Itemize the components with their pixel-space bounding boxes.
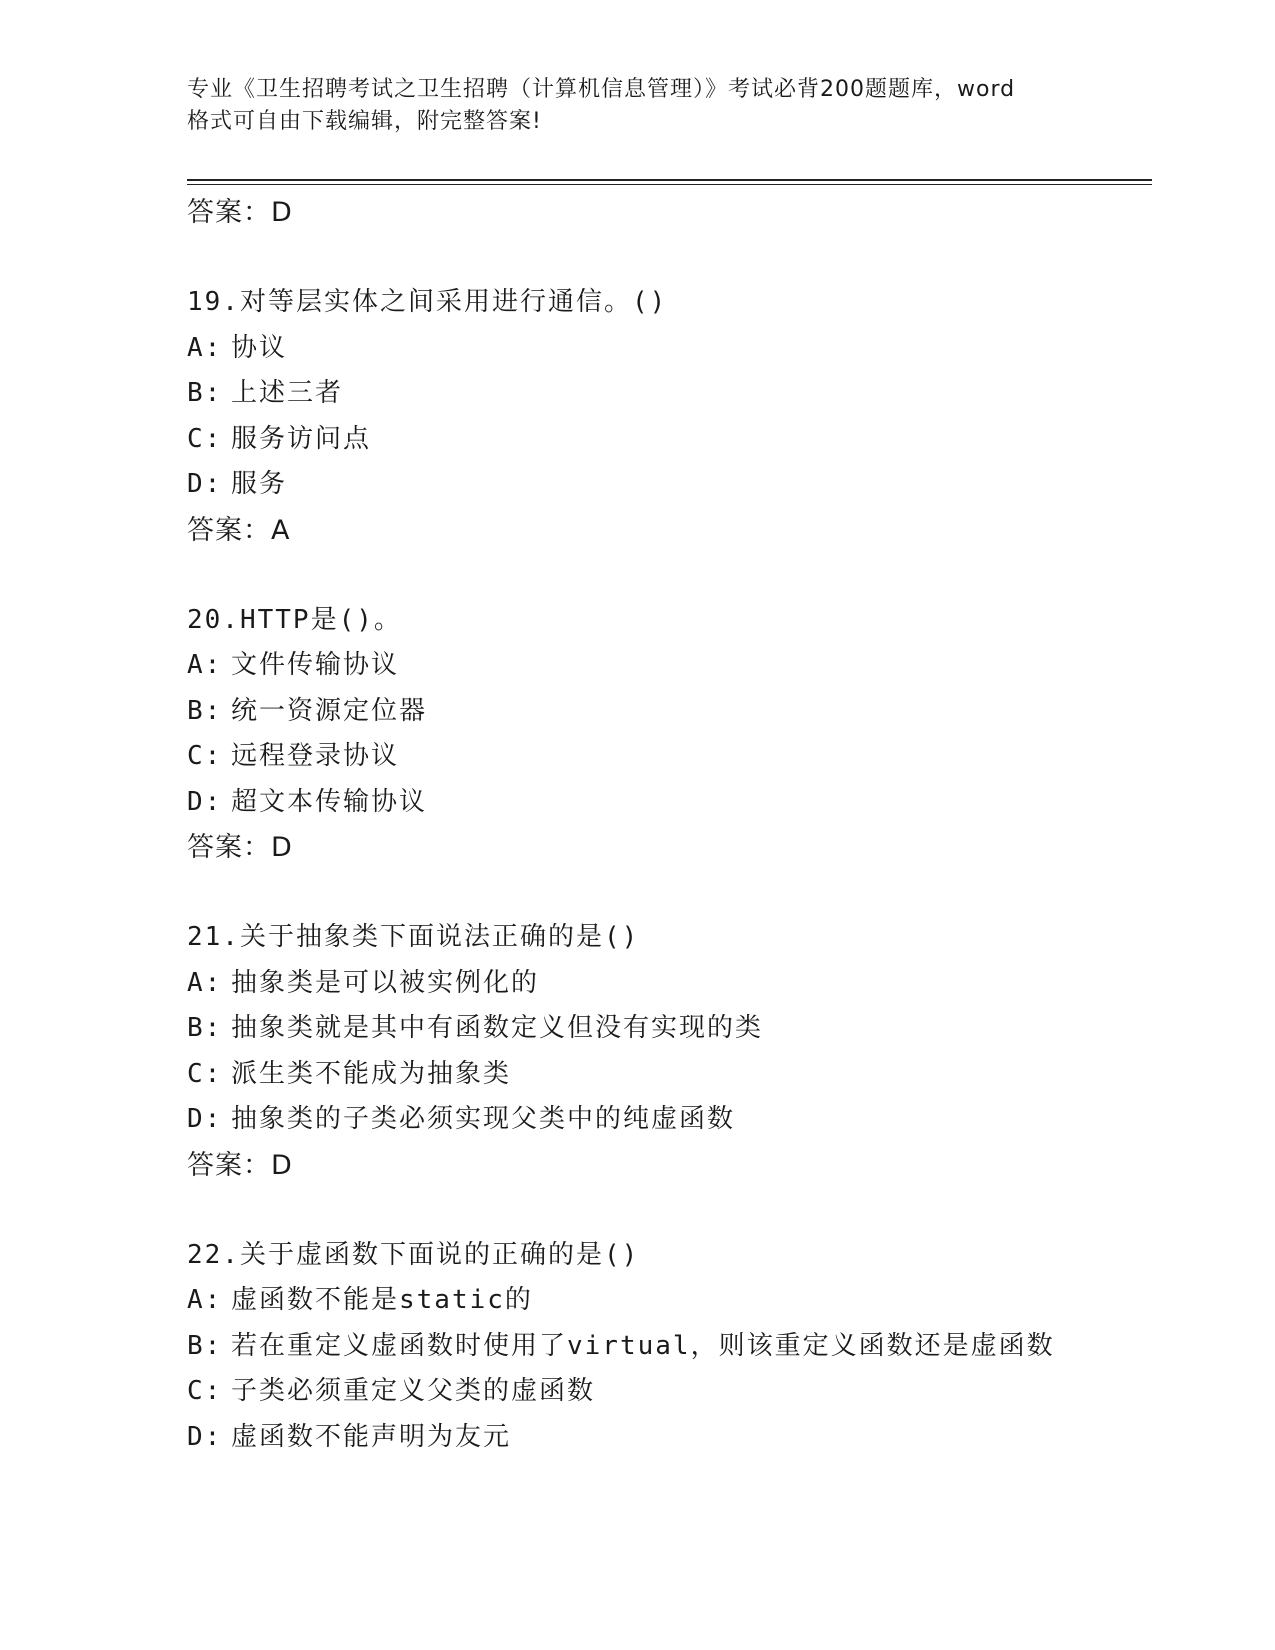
option-key: B: [187, 378, 223, 408]
option-c [187, 734, 1152, 780]
option-text: 抽象类的子类必须实现父类中的纯虚函数 [231, 1104, 736, 1134]
option-d [187, 1415, 1152, 1461]
option-text: 抽象类就是其中有函数定义但没有实现的类 [231, 1013, 764, 1043]
option-a [187, 1278, 1152, 1324]
option-b [187, 371, 1152, 417]
answer: 答案：D [187, 832, 293, 863]
option-key: C: [187, 423, 223, 454]
question-21 [187, 915, 1152, 1189]
header-rule-thick [187, 179, 1152, 181]
option-d [187, 462, 1152, 508]
option-key: A: [187, 332, 223, 363]
question-stem: 21.关于抽象类下面说法正确的是() [187, 922, 640, 952]
option-a [187, 643, 1152, 689]
question-stem: 19.对等层实体之间采用进行通信。() [187, 287, 668, 317]
option-key: D: [187, 1421, 223, 1452]
option-key: A: [187, 650, 223, 680]
option-text: 服务访问点 [231, 423, 372, 454]
option-text: 上述三者 [231, 378, 344, 408]
option-c [187, 1369, 1152, 1415]
option-key: D: [187, 1104, 223, 1134]
option-key: B: [187, 1330, 223, 1361]
option-key: D: [187, 786, 223, 817]
option-a [187, 961, 1152, 1007]
option-key: C: [187, 1058, 223, 1089]
option-text: 统一资源定位器 [231, 695, 428, 726]
header-line-1: 专业《卫生招聘考试之卫生招聘（计算机信息管理）》考试必背200题题库，word [187, 77, 1016, 102]
option-text: 文件传输协议 [231, 650, 400, 680]
option-text: 虚函数不能声明为友元 [231, 1421, 512, 1452]
header-rule-thin [187, 184, 1152, 185]
option-text: 协议 [231, 332, 288, 363]
option-key: A: [187, 967, 223, 998]
option-text: 若在重定义虚函数时使用了virtual，则该重定义函数还是虚函数 [231, 1330, 1055, 1361]
option-b [187, 1006, 1152, 1052]
option-key: C: [187, 741, 223, 771]
option-a [187, 326, 1152, 372]
question-stem: 20.HTTP是()。 [187, 604, 402, 635]
option-key: B: [187, 1013, 223, 1043]
option-text: 服务 [231, 469, 288, 499]
question-19 [187, 280, 1152, 554]
question-20 [187, 598, 1152, 872]
page-header [187, 74, 1107, 138]
option-text: 虚函数不能是static的 [231, 1285, 533, 1315]
answer: 答案：A [187, 514, 291, 546]
question-stem: 22.关于虚函数下面说的正确的是() [187, 1239, 640, 1270]
question-list [187, 190, 1152, 1504]
option-text: 子类必须重定义父类的虚函数 [231, 1376, 596, 1406]
option-b [187, 689, 1152, 735]
answer: 答案：D [187, 1149, 293, 1181]
option-key: C: [187, 1376, 223, 1406]
option-c [187, 417, 1152, 463]
option-key: A: [187, 1285, 223, 1315]
option-text: 派生类不能成为抽象类 [231, 1058, 512, 1089]
option-b [187, 1324, 1152, 1370]
option-key: D: [187, 469, 223, 499]
question-22 [187, 1233, 1152, 1461]
prev-answer: 答案：D [187, 197, 293, 228]
header-line-2: 格式可自由下载编辑，附完整答案! [187, 109, 542, 134]
option-text: 超文本传输协议 [231, 786, 428, 817]
option-text: 远程登录协议 [231, 741, 400, 771]
option-d [187, 780, 1152, 826]
option-c [187, 1052, 1152, 1098]
option-d [187, 1097, 1152, 1143]
option-text: 抽象类是可以被实例化的 [231, 967, 540, 998]
option-key: B: [187, 695, 223, 726]
